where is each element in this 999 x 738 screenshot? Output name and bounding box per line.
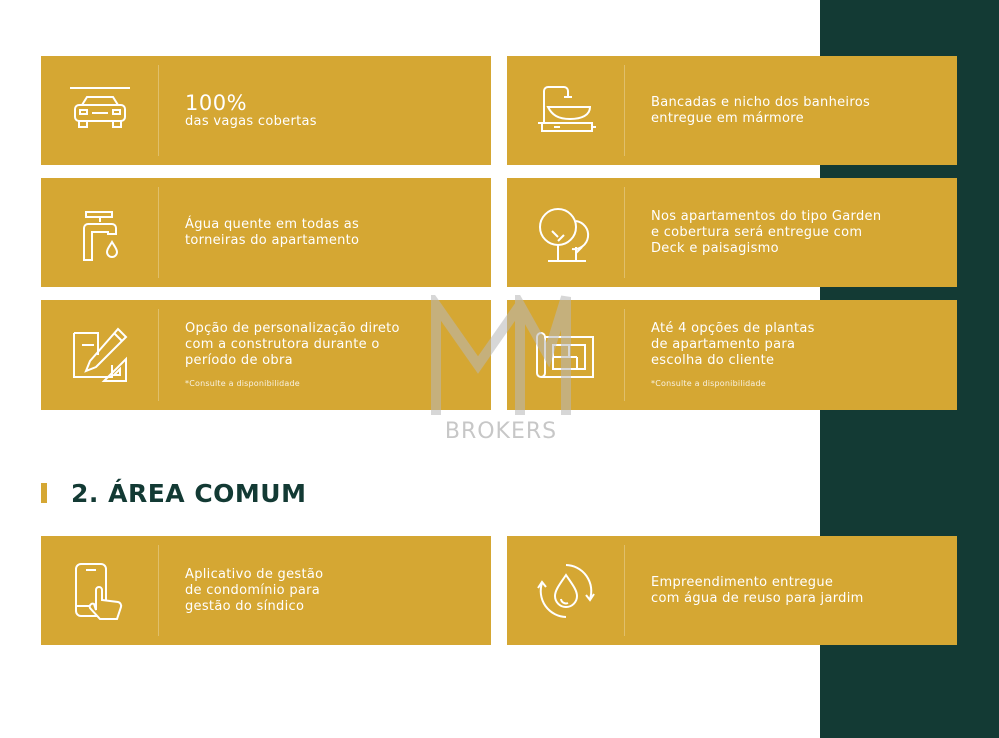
trees-icon: [507, 178, 624, 287]
card-divider: [624, 187, 625, 278]
card-text-line: Água quente em todas as: [185, 216, 360, 232]
card-divider: [158, 187, 159, 278]
card-text: [651, 536, 951, 645]
feature-card-water-reuse: [507, 536, 957, 645]
card-text-line: Opção de personalização direto: [185, 321, 400, 336]
disclaimer-note: *Consulte a disponibilidade: [651, 379, 766, 388]
card-text: [185, 536, 485, 645]
section-heading: [41, 478, 306, 508]
card-text-line: Nos apartamentos do tipo Garden: [651, 208, 882, 224]
card-text-line: e cobertura será entregue com: [651, 224, 863, 240]
feature-card-garden: [507, 178, 957, 287]
disclaimer-note: *Consulte a disponibilidade: [185, 379, 300, 388]
section-title: 2. ÁREA COMUM: [71, 478, 307, 508]
card-text-line: com a construtora durante o: [185, 337, 380, 352]
card-divider: [158, 309, 159, 401]
feature-card-marble: [507, 56, 957, 165]
brokers-watermark-logo: [428, 295, 574, 445]
feature-card-garage: [41, 56, 491, 165]
card-text-line: Aplicativo de gestão: [185, 566, 324, 582]
card-text-line: entregue em mármore: [651, 110, 804, 126]
card-divider: [624, 65, 625, 156]
card-text-line: período de obra: [185, 353, 293, 368]
watermark-text: BROKERS: [444, 419, 558, 444]
card-text-line: gestão do síndico: [185, 598, 305, 614]
card-divider: [624, 309, 625, 401]
sink-icon: [507, 56, 624, 165]
card-text-line: torneiras do apartamento: [185, 232, 360, 248]
card-text-line: escolha do cliente: [651, 353, 775, 368]
card-text-line: das vagas cobertas: [185, 113, 317, 129]
feature-card-hot-water: [41, 178, 491, 287]
card-text-line: Empreendimento entregue: [651, 574, 834, 590]
faucet-icon: [41, 178, 158, 287]
card-text-line: com água de reuso para jardim: [651, 590, 864, 606]
card-text-line: Até 4 opções de plantas: [651, 321, 815, 336]
card-text: [185, 178, 485, 287]
feature-card-floor-plans: [507, 300, 957, 410]
water-reuse-icon: [507, 536, 624, 645]
feature-card-app: [41, 536, 491, 645]
percentage-value: 100%: [185, 90, 248, 115]
phone-touch-icon: [41, 536, 158, 645]
card-text: [651, 300, 951, 410]
section-accent-bar: [41, 483, 47, 503]
card-text-line: Bancadas e nicho dos banheiros: [651, 94, 871, 110]
card-text-line: Deck e paisagismo: [651, 240, 779, 256]
card-divider: [158, 545, 159, 636]
card-divider: [158, 65, 159, 156]
car-icon: [41, 56, 158, 165]
card-text-line: de condomínio para: [185, 582, 321, 598]
card-text-line: de apartamento para: [651, 337, 796, 352]
card-text: [185, 56, 485, 165]
feature-card-customization: [41, 300, 491, 410]
card-divider: [624, 545, 625, 636]
blueprint-pencil-icon: [41, 300, 158, 410]
card-text: [651, 56, 951, 165]
card-text: [651, 178, 951, 287]
